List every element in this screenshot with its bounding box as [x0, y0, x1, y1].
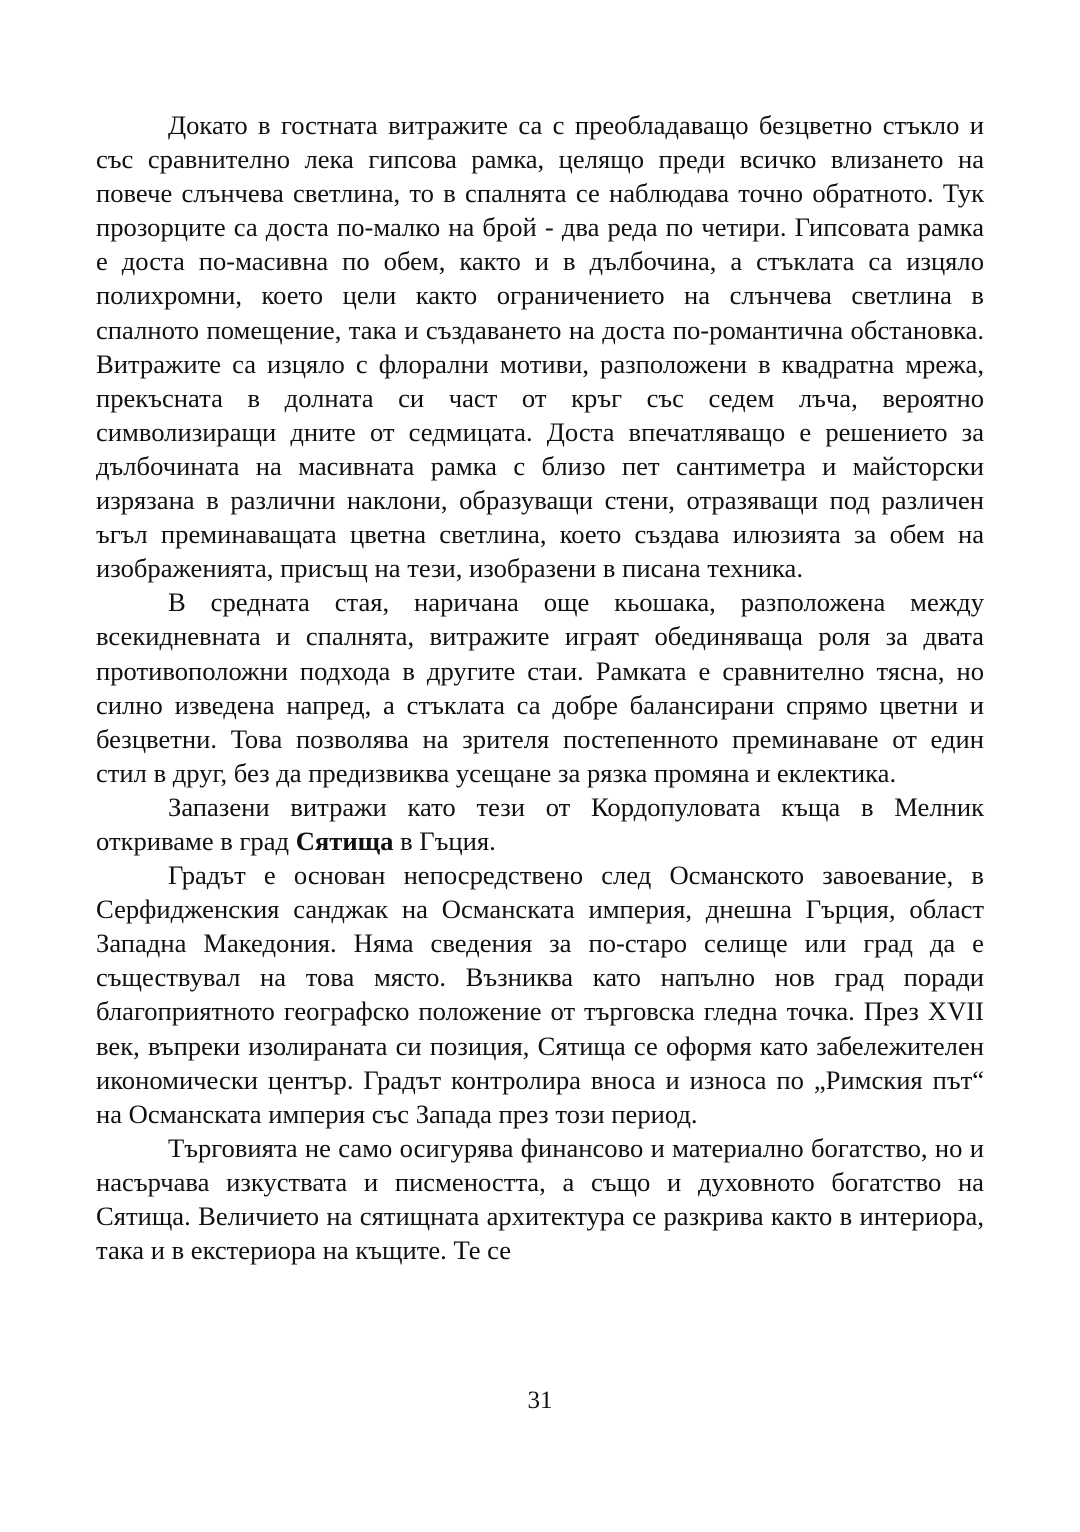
- page-body: [96, 108, 984, 1267]
- paragraph-stained-glass-bedroom: Докато в гостната витражите са с преобладаващо безцветно стъкло и със сравнително лека гипсова рамка, целящо преди всичко влизането на повече слънчева светлина, то в спалнята се наблюдава точно обратното. Тук прозорците са доста по-малко на брой - два реда по четири. Гипсовата рамка е доста по-масивна по обем, както и в дълбочина, а стъклата са изцяло полихромни, което цели както ограничението на слънчева светлина в спалното помещение, така и създаването на доста по-романтична обстановка. Витражите са изцяло с флорални мотиви, разположени в квадратна мрежа, прекъсната в долната си част от кръг със седем лъча, вероятно символизиращи дните от седмицата. Доста впечатляващо е решението за дълбочината на масивната рамка с близо пет сантиметра и майсторски изрязана в различни наклони, образуващи стени, отразяващи под различен ъгъл преминаващата цветна светлина, което създава илюзията за обем на изображенията, присъщ на тези, изобразени в писана техника.: [96, 110, 984, 584]
- paragraph-trade-wealth: Търговията не само осигурява финансово и материално богатство, но и насърчава изкуствата и писмеността, а също и духовното богатство на Сятища. Величието на сятищната архитектура се разкрива както в интериора, така и в екстериора на къщите. Те се: [96, 1132, 984, 1266]
- page-number: 31: [527, 1387, 553, 1414]
- paragraph-siatista-intro: [96, 790, 984, 858]
- paragraph-siatista-intro-end: в Гъция.: [393, 825, 496, 856]
- siatista-bold-term: Сятища: [295, 825, 394, 856]
- paragraph-siatista-intro-start: Запазени витражи като тези от Кордопуловата къща в Мелник откриваме в град: [96, 791, 984, 856]
- paragraph-middle-room: В средната стая, наричана още кьошака, разположена между всекидневната и спалнята, витражите играят обединяваща роля за двата противоположни подхода в другите стаи. Рамката е сравнително тясна, но силно изведена напред, а стъклата са добре балансирани спрямо цветни и безцветни. Това позволява на зрителя постепенното преминаване от един стил в друг, без да предизвиква усещане за рязка промяна и еклектика.: [96, 587, 984, 788]
- paragraph-town-history: Градът е основан непосредствено след Османското завоевание, в Серфидженския санджак на Османската империя, днешна Гърция, област Западна Македония. Няма сведения за по-старо селище или град да е съществувал на това място. Възниква като напълно нов град поради благоприятното географско положение от търговска гледна точка. През XVII век, въпреки изолираната си позиция, Сятища се оформя като забележителен икономически център. Градът контролира вноса и износа по „Римския път“ на Османската империя със Запада през този период.: [96, 860, 984, 1129]
